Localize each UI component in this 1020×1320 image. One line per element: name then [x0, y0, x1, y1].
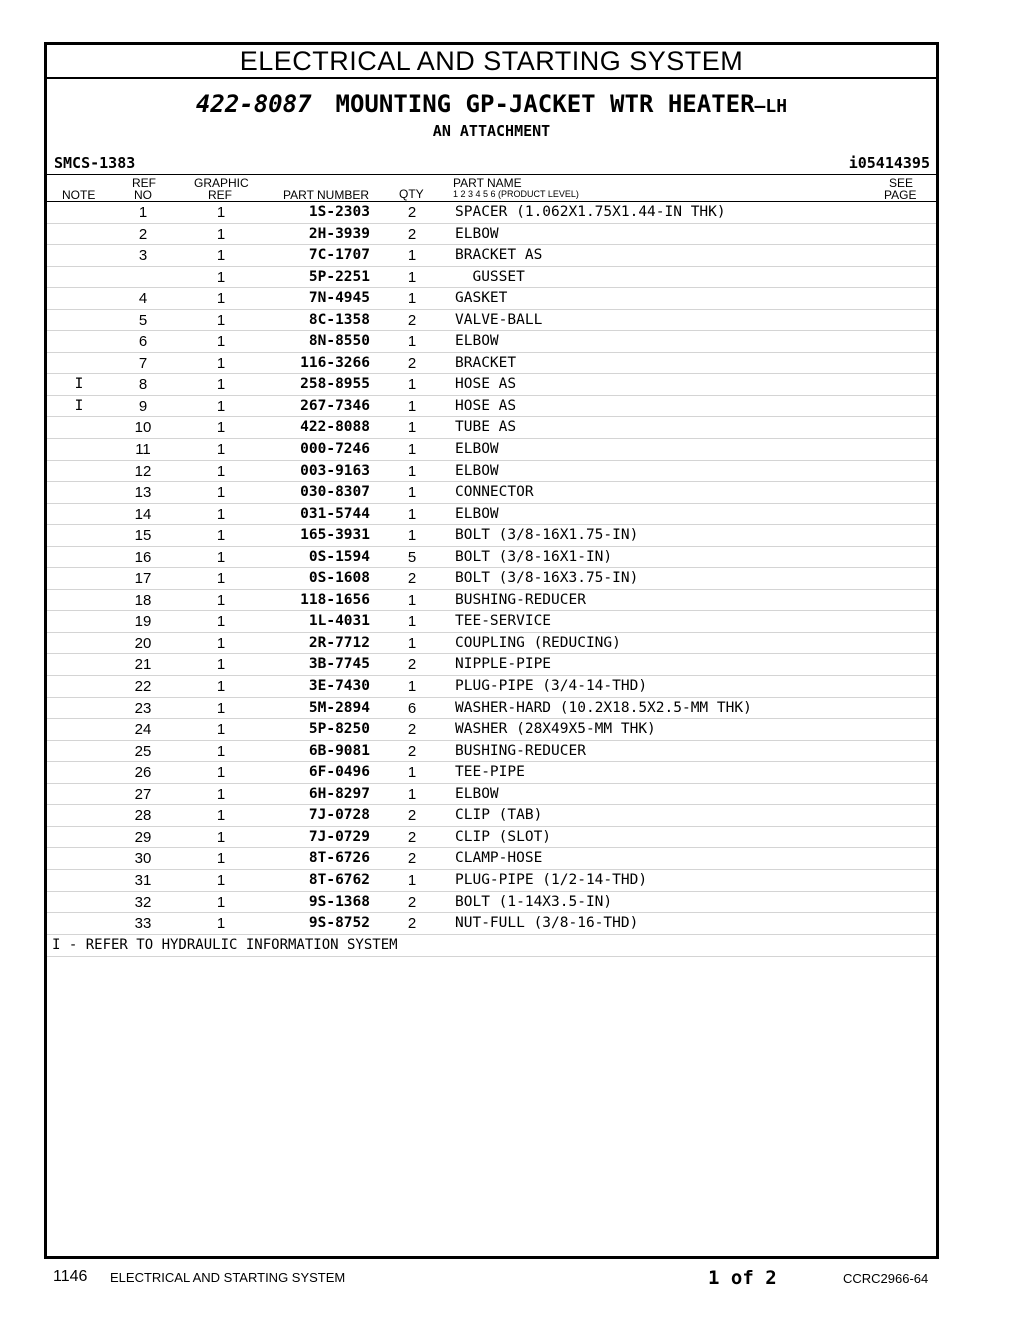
cell-qty: 1 [407, 441, 417, 459]
cell-graphic-ref: 1 [216, 785, 226, 803]
cell-ref-no: 14 [134, 505, 152, 523]
table-row [47, 870, 936, 892]
cell-qty: 1 [407, 871, 417, 889]
cell-ref-no: 15 [134, 527, 152, 545]
table-row [47, 590, 936, 612]
cell-qty: 1 [407, 634, 417, 652]
cell-qty: 1 [407, 268, 417, 286]
cell-part-number: 5P-2251 [308, 268, 370, 285]
cell-part-number: 118-1656 [300, 591, 370, 608]
cell-part-name: PLUG-PIPE (3/4-14-THD) [455, 678, 648, 695]
cell-part-name: ELBOW [455, 505, 499, 522]
cell-part-name: WASHER (28X49X5-MM THK) [455, 721, 656, 738]
cell-part-name: GUSSET [455, 268, 525, 285]
cell-part-number: 000-7246 [300, 441, 370, 458]
footer-doc-code: CCRC2966-64 [843, 1271, 929, 1286]
cell-part-number: 8N-8550 [308, 333, 370, 350]
cell-part-name: ELBOW [455, 462, 499, 479]
cell-graphic-ref: 1 [216, 570, 226, 588]
cell-part-number: 2R-7712 [308, 634, 370, 651]
cell-ref-no: 27 [134, 785, 152, 803]
cell-part-number: 6F-0496 [308, 764, 370, 781]
table-row [47, 353, 936, 375]
col-ref-label-2: NO [134, 188, 152, 202]
cell-part-name: CLAMP-HOSE [455, 850, 543, 867]
cell-part-number: 5P-8250 [308, 721, 370, 738]
col-graphic-label-2: REF [208, 188, 232, 202]
group-name: MOUNTING GP-JACKET WTR HEATER [335, 90, 755, 118]
cell-part-name: BOLT (3/8-16X3.75-IN) [455, 570, 639, 587]
cell-part-name: ELBOW [455, 441, 499, 458]
cell-graphic-ref: 1 [216, 376, 226, 394]
cell-part-name: GASKET [455, 290, 508, 307]
cell-part-name: COUPLING (REDUCING) [455, 634, 621, 651]
cell-qty: 1 [407, 333, 417, 351]
cell-ref-no: 22 [134, 678, 152, 696]
cell-qty: 6 [407, 699, 417, 717]
cell-graphic-ref: 1 [216, 828, 226, 846]
cell-ref-no: 17 [134, 570, 152, 588]
page-footer [0, 1265, 1020, 1291]
cell-graphic-ref: 1 [216, 484, 226, 502]
cell-qty: 1 [407, 505, 417, 523]
cell-qty: 2 [407, 828, 417, 846]
cell-graphic-ref: 1 [216, 397, 226, 415]
cell-part-number: 0S-1608 [308, 570, 370, 587]
cell-part-name: WASHER-HARD (10.2X18.5X2.5-MM THK) [455, 699, 752, 716]
footer-page-number: 1146 [53, 1268, 88, 1285]
cell-ref-no: 6 [138, 333, 148, 351]
cell-qty: 2 [407, 850, 417, 868]
cell-graphic-ref: 1 [216, 527, 226, 545]
cell-ref-no: 11 [135, 441, 151, 459]
cell-graphic-ref: 1 [216, 893, 226, 911]
cell-ref-no: 18 [134, 591, 152, 609]
table-row [47, 547, 936, 569]
cell-graphic-ref: 1 [216, 850, 226, 868]
table-row [47, 611, 936, 633]
cell-ref-no: 24 [134, 721, 152, 739]
cell-ref-no: 33 [134, 915, 152, 933]
group-suffix: —LH [754, 96, 788, 117]
table-row [47, 633, 936, 655]
cell-qty: 1 [407, 613, 417, 631]
cell-ref-no: 21 [134, 656, 152, 674]
cell-part-name: BRACKET AS [455, 247, 543, 264]
table-row [47, 417, 936, 439]
col-see-label-2: PAGE [884, 188, 917, 202]
cell-part-number: 6H-8297 [308, 785, 370, 802]
smcs-row [47, 152, 936, 175]
cell-ref-no: 2 [138, 225, 148, 243]
cell-part-number: 031-5744 [300, 505, 370, 522]
group-title [47, 89, 936, 122]
cell-qty: 2 [407, 570, 417, 588]
cell-part-name: TEE-SERVICE [455, 613, 552, 630]
cell-qty: 2 [407, 807, 417, 825]
footer-section: ELECTRICAL AND STARTING SYSTEM [110, 1270, 346, 1285]
cell-ref-no: 29 [134, 828, 152, 846]
cell-part-name: PLUG-PIPE (1/2-14-THD) [455, 871, 648, 888]
cell-ref-no: 12 [134, 462, 152, 480]
cell-qty: 2 [407, 354, 417, 372]
cell-part-name: HOSE AS [455, 376, 517, 393]
cell-part-number: 1S-2303 [308, 204, 370, 220]
cell-graphic-ref: 1 [216, 333, 226, 351]
col-product-level: 1 2 3 4 5 6 (PRODUCT LEVEL) [453, 189, 579, 199]
cell-qty: 1 [407, 397, 417, 415]
table-row [47, 827, 936, 849]
cell-part-name: BOLT (1-14X3.5-IN) [455, 893, 613, 910]
cell-part-number: 258-8955 [300, 376, 370, 393]
parts-list-frame [44, 42, 939, 1259]
cell-part-name: NUT-FULL (3/8-16-THD) [455, 915, 639, 932]
cell-part-number: 7J-0729 [308, 828, 370, 845]
cell-qty: 2 [407, 656, 417, 674]
cell-part-name: CLIP (TAB) [455, 807, 543, 824]
cell-graphic-ref: 1 [216, 441, 226, 459]
table-row [47, 654, 936, 676]
cell-graphic-ref: 1 [216, 656, 226, 674]
table-row [47, 288, 936, 310]
footnote [47, 935, 936, 957]
cell-graphic-ref: 1 [216, 915, 226, 933]
cell-part-number: 116-3266 [300, 354, 370, 371]
cell-ref-no: 3 [138, 247, 148, 265]
cell-part-number: 1L-4031 [308, 613, 370, 630]
cell-part-number: 165-3931 [300, 527, 370, 544]
table-row [47, 331, 936, 353]
cell-part-name: NIPPLE-PIPE [455, 656, 552, 673]
footer-page-of: 1 of 2 [708, 1267, 777, 1289]
table-row [47, 504, 936, 526]
cell-part-name: ELBOW [455, 225, 499, 242]
column-header [47, 175, 936, 202]
table-row [47, 461, 936, 483]
cell-graphic-ref: 1 [216, 871, 226, 889]
cell-graphic-ref: 1 [216, 721, 226, 739]
footnote-text: I - REFER TO HYDRAULIC INFORMATION SYSTEM [52, 936, 398, 953]
group-number: 422-8087 [195, 90, 312, 118]
parts-table-body [47, 202, 936, 935]
table-row [47, 396, 936, 418]
cell-part-number: 7N-4945 [308, 290, 370, 307]
cell-part-name: BUSHING-REDUCER [455, 591, 586, 608]
table-row [47, 784, 936, 806]
cell-part-number: 8C-1358 [308, 311, 370, 328]
cell-part-name: HOSE AS [455, 397, 517, 414]
cell-graphic-ref: 1 [216, 548, 226, 566]
table-row [47, 439, 936, 461]
cell-graphic-ref: 1 [216, 764, 226, 782]
table-row [47, 741, 936, 763]
cell-graphic-ref: 1 [216, 742, 226, 760]
cell-part-name: BOLT (3/8-16X1-IN) [455, 548, 613, 565]
cell-ref-no: 23 [134, 699, 152, 717]
table-row [47, 848, 936, 870]
cell-ref-no: 13 [134, 484, 152, 502]
smcs-code: SMCS-1383 [54, 154, 136, 172]
col-graphic-label-1: GRAPHIC [194, 176, 249, 190]
cell-part-name: SPACER (1.062X1.75X1.44-IN THK) [455, 204, 726, 220]
cell-part-number: 2H-3939 [308, 225, 370, 242]
cell-graphic-ref: 1 [216, 505, 226, 523]
cell-note: I [74, 397, 84, 414]
table-row [47, 719, 936, 741]
cell-part-number: 3B-7745 [308, 656, 370, 673]
cell-graphic-ref: 1 [216, 268, 226, 286]
cell-graphic-ref: 1 [216, 204, 226, 221]
cell-part-name: ELBOW [455, 333, 499, 350]
cell-qty: 1 [407, 462, 417, 480]
cell-ref-no: 5 [138, 311, 148, 329]
table-row [47, 310, 936, 332]
cell-part-number: 0S-1594 [308, 548, 370, 565]
table-row [47, 568, 936, 590]
table-row [47, 267, 936, 289]
cell-ref-no: 4 [138, 290, 148, 308]
table-row [47, 224, 936, 246]
col-see-label-1: SEE [889, 176, 914, 190]
cell-ref-no: 10 [134, 419, 152, 437]
cell-part-name: CONNECTOR [455, 484, 534, 501]
cell-graphic-ref: 1 [216, 419, 226, 437]
cell-qty: 1 [407, 527, 417, 545]
cell-graphic-ref: 1 [216, 462, 226, 480]
cell-part-number: 8T-6762 [308, 871, 370, 888]
cell-part-name: BRACKET [455, 354, 517, 371]
cell-part-number: 5M-2894 [308, 699, 370, 716]
table-row [47, 805, 936, 827]
cell-part-number: 9S-8752 [308, 915, 370, 932]
cell-part-name: ELBOW [455, 785, 499, 802]
table-row [47, 676, 936, 698]
cell-qty: 2 [407, 311, 417, 329]
cell-qty: 1 [407, 764, 417, 782]
cell-ref-no: 31 [134, 871, 152, 889]
document-ident: i05414395 [848, 154, 930, 172]
cell-part-name: TUBE AS [455, 419, 517, 436]
cell-graphic-ref: 1 [216, 290, 226, 308]
cell-graphic-ref: 1 [216, 634, 226, 652]
table-row [47, 202, 936, 224]
cell-qty: 5 [407, 548, 417, 566]
group-subtitle: AN ATTACHMENT [432, 122, 551, 140]
cell-qty: 1 [407, 419, 417, 437]
cell-part-name: BOLT (3/8-16X1.75-IN) [455, 527, 639, 544]
table-row [47, 482, 936, 504]
cell-part-number: 3E-7430 [308, 678, 370, 695]
cell-qty: 2 [407, 721, 417, 739]
cell-part-number: 8T-6726 [308, 850, 370, 867]
cell-graphic-ref: 1 [216, 247, 226, 265]
cell-ref-no: 30 [134, 850, 152, 868]
cell-graphic-ref: 1 [216, 311, 226, 329]
cell-ref-no: 16 [134, 548, 152, 566]
cell-ref-no: 8 [138, 376, 148, 394]
section-title: ELECTRICAL AND STARTING SYSTEM [47, 45, 936, 79]
col-note: NOTE [62, 188, 96, 202]
cell-ref-no: 32 [134, 893, 152, 911]
cell-qty: 1 [407, 678, 417, 696]
cell-part-name: TEE-PIPE [455, 764, 525, 781]
cell-ref-no: 1 [138, 204, 148, 221]
col-part-number: PART NUMBER [283, 188, 370, 202]
cell-qty: 2 [407, 204, 417, 221]
table-row [47, 525, 936, 547]
cell-qty: 1 [407, 247, 417, 265]
cell-ref-no: 26 [134, 764, 152, 782]
table-row [47, 892, 936, 914]
cell-part-number: 030-8307 [300, 484, 370, 501]
cell-note: I [74, 376, 84, 393]
cell-graphic-ref: 1 [216, 807, 226, 825]
table-row [47, 762, 936, 784]
col-qty: QTY [399, 187, 424, 201]
cell-ref-no: 7 [138, 354, 148, 372]
table-row [47, 698, 936, 720]
cell-qty: 2 [407, 915, 417, 933]
cell-part-number: 7C-1707 [308, 247, 370, 264]
cell-graphic-ref: 1 [216, 354, 226, 372]
cell-graphic-ref: 1 [216, 613, 226, 631]
cell-part-name: VALVE-BALL [455, 311, 543, 328]
cell-graphic-ref: 1 [216, 591, 226, 609]
cell-ref-no: 28 [134, 807, 152, 825]
cell-qty: 2 [407, 742, 417, 760]
cell-part-number: 267-7346 [300, 397, 370, 414]
cell-qty: 1 [407, 290, 417, 308]
cell-qty: 2 [407, 225, 417, 243]
cell-part-number: 9S-1368 [308, 893, 370, 910]
cell-ref-no: 25 [134, 742, 152, 760]
cell-ref-no: 19 [134, 613, 152, 631]
cell-part-number: 6B-9081 [308, 742, 370, 759]
cell-graphic-ref: 1 [216, 225, 226, 243]
table-row [47, 374, 936, 396]
cell-graphic-ref: 1 [216, 678, 226, 696]
cell-part-number: 003-9163 [300, 462, 370, 479]
cell-part-number: 422-8088 [300, 419, 370, 436]
cell-qty: 1 [407, 376, 417, 394]
col-part-name: PART NAME [453, 176, 522, 190]
cell-qty: 1 [407, 785, 417, 803]
cell-part-number: 7J-0728 [308, 807, 370, 824]
cell-ref-no: 9 [138, 397, 148, 415]
cell-part-name: CLIP (SLOT) [455, 828, 552, 845]
cell-graphic-ref: 1 [216, 699, 226, 717]
cell-qty: 2 [407, 893, 417, 911]
cell-ref-no: 20 [134, 634, 152, 652]
cell-part-name: BUSHING-REDUCER [455, 742, 586, 759]
table-row [47, 245, 936, 267]
col-ref-label-1: REF [132, 176, 156, 190]
table-row [47, 913, 936, 935]
cell-qty: 1 [407, 484, 417, 502]
cell-qty: 1 [407, 591, 417, 609]
